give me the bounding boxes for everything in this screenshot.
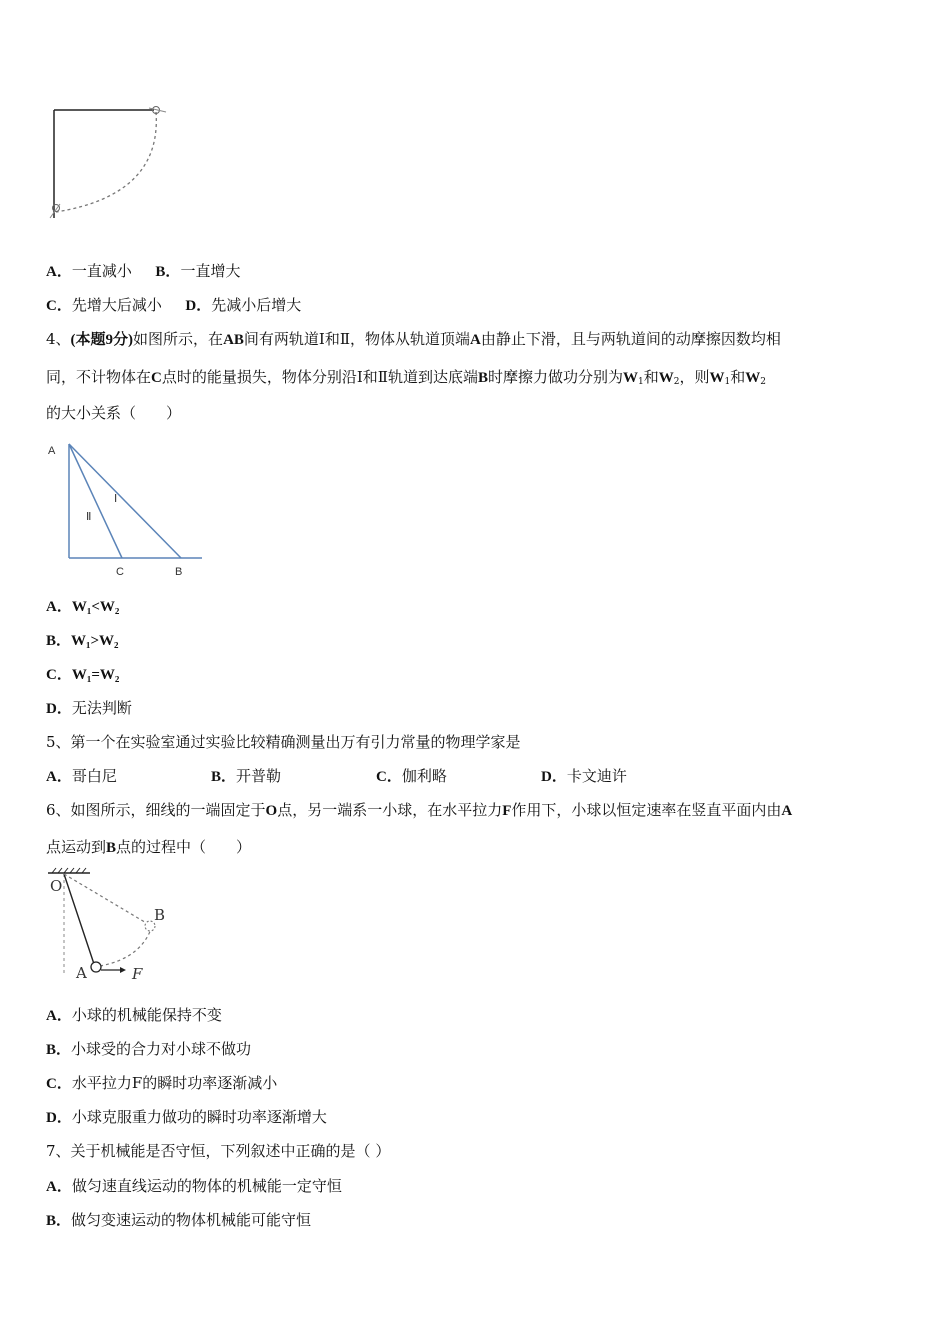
q6-label-f: F bbox=[132, 965, 143, 983]
q4-label-2: Ⅱ bbox=[86, 511, 92, 523]
q5-option-d[interactable]: D．卡文迪许 bbox=[541, 767, 627, 785]
q5-option-b[interactable]: B．开普勒 bbox=[211, 767, 282, 785]
q4-label-a: A bbox=[48, 445, 56, 457]
q4-option-a[interactable]: A．W₁<W₂ bbox=[46, 599, 120, 615]
q4-option-b[interactable]: B．W₁>W₂ bbox=[46, 633, 119, 649]
q3-options-row-1 bbox=[46, 261, 240, 282]
q6-option-b[interactable]: B．小球受的合力对小球不做功 bbox=[46, 1040, 252, 1058]
q6-stem-line-2: 点运动到B点的过程中（ ） bbox=[46, 838, 252, 856]
q3-options-row-2 bbox=[46, 295, 301, 316]
q5-option-c[interactable]: C．伽利略 bbox=[376, 767, 447, 785]
q6-option-d[interactable]: D．小球克服重力做功的瞬时功率逐渐增大 bbox=[46, 1108, 327, 1126]
q3-option-c[interactable]: C．先增大后减小 bbox=[46, 296, 162, 314]
q7-stem: 7、关于机械能是否守恒，下列叙述中正确的是（ ） bbox=[46, 1142, 391, 1160]
q6-label-o: O bbox=[50, 877, 63, 895]
q6-figure bbox=[44, 866, 174, 986]
q3-option-a[interactable]: A．一直减小 bbox=[46, 262, 132, 280]
q4-option-d[interactable]: D．无法判断 bbox=[46, 699, 132, 717]
q4-label-b: B bbox=[175, 566, 183, 578]
q6-option-a[interactable]: A．小球的机械能保持不变 bbox=[46, 1006, 222, 1024]
q4-stem-line-2: 同，不计物体在C点时的能量损失，物体分别沿Ⅰ和Ⅱ轨道到达底端B时摩擦力做功分别为$W_1$和$W_2$，则$W_1$和$W_2$ bbox=[46, 368, 766, 387]
q3-option-d[interactable]: D．先减小后增大 bbox=[185, 296, 302, 314]
q7-option-a[interactable]: A．做匀速直线运动的物体的机械能一定守恒 bbox=[46, 1177, 342, 1195]
q6-stem-line-1: 6、如图所示，细线的一端固定于O点，另一端系一小球，在水平拉力F作用下，小球以恒定速率在竖直平面内由A bbox=[46, 801, 793, 819]
q4-stem-line-1: 4、(本题9分)如图所示，在AB间有两轨道Ⅰ和Ⅱ，物体从轨道顶端A由静止下滑，且与两轨道间的动摩擦因数均相 bbox=[46, 330, 781, 348]
q6-label-a: A bbox=[76, 964, 87, 982]
q4-label-1: Ⅰ bbox=[114, 493, 118, 505]
q7-option-b[interactable]: B．做匀变速运动的物体机械能可能守恒 bbox=[46, 1211, 312, 1229]
q5-options bbox=[46, 766, 627, 787]
q5-option-a[interactable]: A．哥白尼 bbox=[46, 767, 117, 785]
q4-label-c: C bbox=[116, 566, 124, 578]
q4-stem-line-3: 的大小关系（ ） bbox=[46, 404, 182, 422]
q4-figure bbox=[44, 436, 206, 581]
q6-option-c[interactable]: C．水平拉力F的瞬时功率逐渐减小 bbox=[46, 1074, 278, 1092]
q5-stem: 5、第一个在实验室通过实验比较精确测量出万有引力常量的物理学家是 bbox=[46, 733, 521, 751]
q3-option-b[interactable]: B．一直增大 bbox=[155, 262, 241, 280]
q6-label-b: B bbox=[154, 906, 166, 924]
q4-option-c[interactable]: C．W₁=W₂ bbox=[46, 667, 120, 683]
q3-figure bbox=[44, 100, 174, 225]
